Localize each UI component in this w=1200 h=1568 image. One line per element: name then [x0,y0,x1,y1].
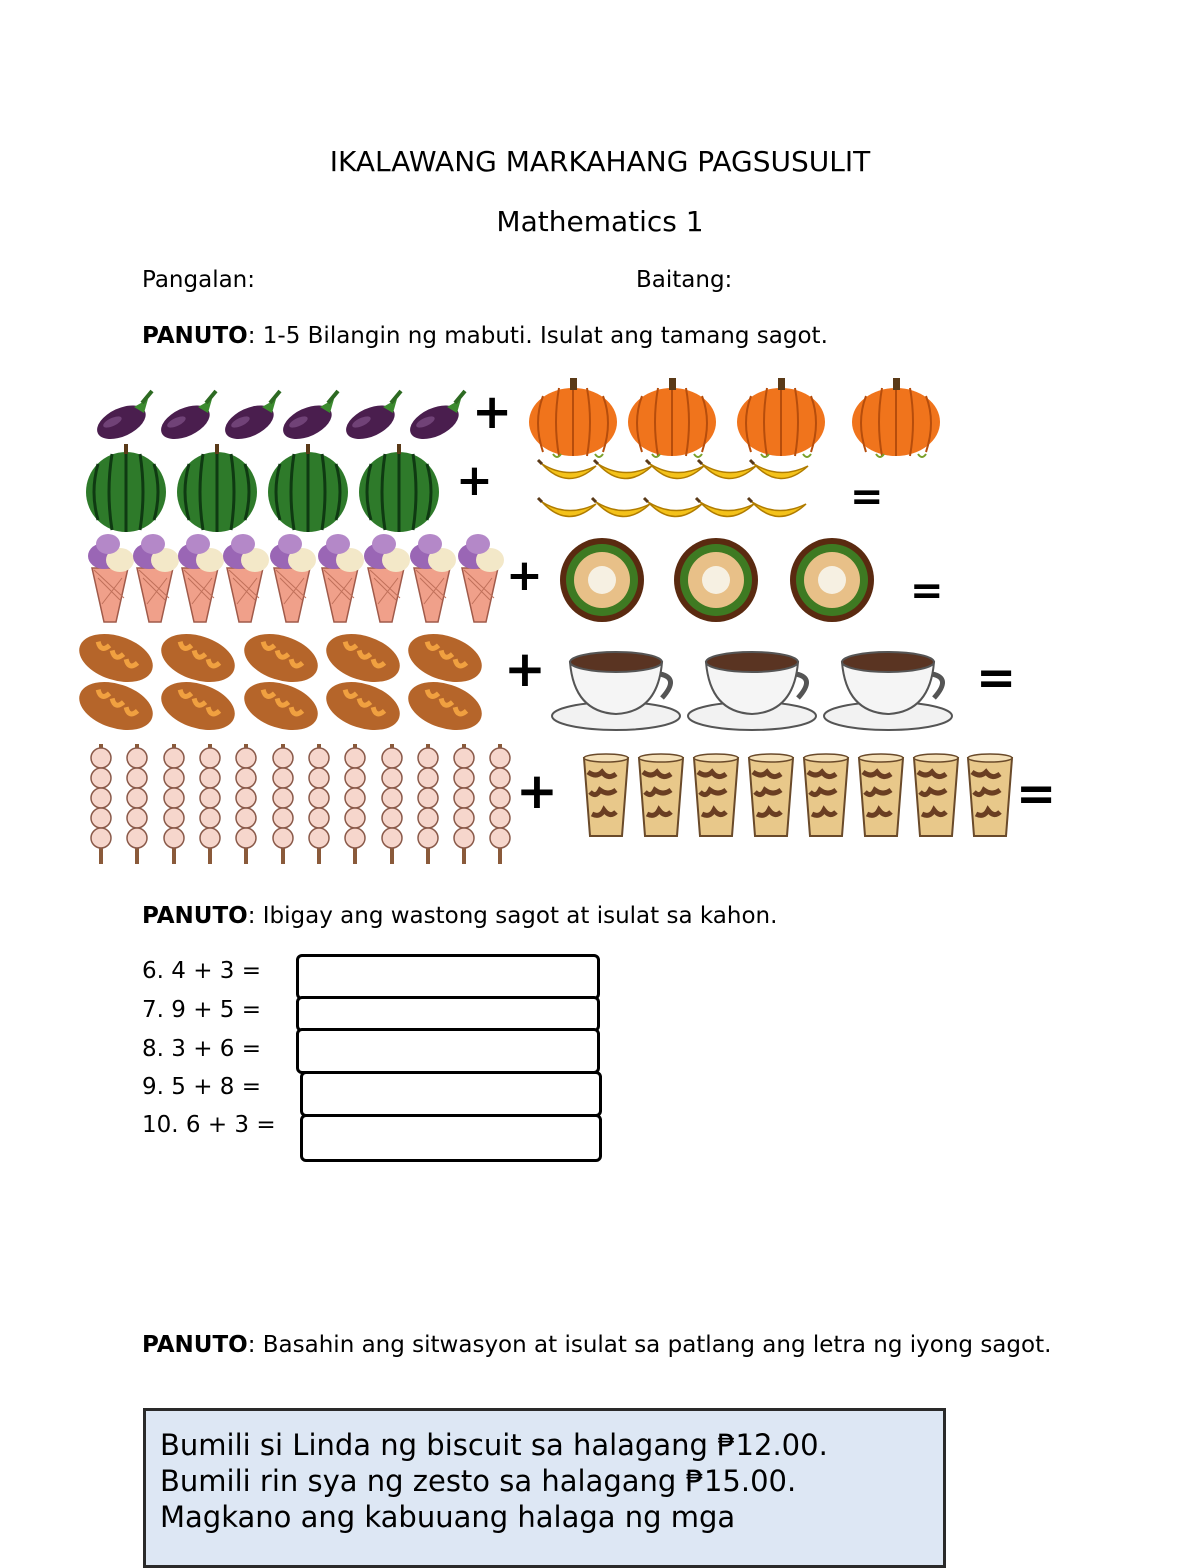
plus-sign: + [506,550,543,601]
instruction-1 [142,323,828,349]
pumpkin-icon [628,378,716,457]
instruction-text: : Ibigay ang wastong sagot at isulat sa kahon. [247,903,778,929]
story-line-1: Bumili si Linda ng biscuit sa halagang ₱12.00. [160,1428,828,1462]
story-line-2: Bumili rin sya ng zesto sa halagang ₱15.00. [160,1464,797,1498]
fishball-stick-icon [91,744,111,864]
banana-icon [538,498,596,517]
answer-box-8[interactable] [296,1028,600,1074]
pumpkin-icon [852,378,940,457]
fishball-stick-icon [454,744,474,864]
equals-sign: = [976,650,1017,706]
name-label: Pangalan: [142,267,256,293]
banana-icon [748,498,806,517]
banana-icon [750,460,808,479]
bibingka-icon [560,538,644,622]
watermelon-icon [268,444,348,532]
fishball-stick-icon [418,744,438,864]
instruction-label: PANUTO [142,323,248,349]
question-6: 6. 4 + 3 = [142,958,261,984]
fishball-stick-icon [382,744,402,864]
bread-icon [73,625,159,690]
subject-title: Mathematics 1 [496,205,704,238]
ice-cream-icon [410,534,456,622]
row-2-left-watermelons [86,444,439,532]
banana-icon [594,460,652,479]
fishball-stick-icon [236,744,256,864]
page-title: IKALAWANG MARKAHANG PAGSUSULIT [329,145,871,178]
ice-cream-icon [270,534,316,622]
answer-box-9[interactable] [300,1071,602,1117]
eggplant-icon [278,391,338,446]
pumpkin-icon [529,378,617,457]
coffee-cup-icon [688,652,816,730]
fishball-stick-icon [164,744,184,864]
bibingka-icon [674,538,758,622]
instruction-label: PANUTO [142,903,248,929]
eggplant-icon [220,391,280,446]
bread-icon [320,673,406,738]
question-7: 7. 9 + 5 = [142,997,261,1023]
answer-box-7[interactable] [296,996,600,1032]
plus-sign: + [472,384,513,440]
answer-box-6[interactable] [296,954,600,1000]
counting-pictures [0,360,1200,880]
bread-icon [155,673,241,738]
drink-cup-icon [749,754,793,836]
grade-label: Baitang: [636,267,733,293]
equals-sign: = [850,474,884,520]
question-8: 8. 3 + 6 = [142,1036,261,1062]
drink-cup-icon [584,754,628,836]
bread-icon [155,625,241,690]
banana-icon [592,498,650,517]
row-3-right-bibingka [560,538,874,622]
plus-sign: + [456,455,493,506]
instruction-3 [142,1327,1062,1364]
plus-sign: + [516,762,558,820]
ice-cream-icon [458,534,504,622]
drink-cup-icon [968,754,1012,836]
equals-sign: = [910,568,944,614]
drink-cup-icon [639,754,683,836]
row-5-left-fishballs [91,744,510,864]
fishball-stick-icon [273,744,293,864]
bread-icon [73,673,159,738]
row-3-left-ice-creams [88,534,504,622]
instruction-label: PANUTO [142,1332,248,1358]
banana-icon [646,460,704,479]
fishball-stick-icon [309,744,329,864]
ice-cream-icon [223,534,269,622]
instruction-text: : Basahin ang sitwasyon at isulat sa patlang ang letra ng iyong sagot. [247,1332,1052,1358]
drink-cup-icon [914,754,958,836]
eggplant-icon [405,391,465,446]
drink-cup-icon [859,754,903,836]
bread-icon [402,625,488,690]
ice-cream-icon [178,534,224,622]
instruction-2 [142,903,777,929]
row-4-left-bread [73,625,488,738]
ice-cream-icon [318,534,364,622]
row-1-right-pumpkins [529,378,940,457]
bread-icon [238,673,324,738]
fishball-stick-icon [127,744,147,864]
banana-icon [538,460,596,479]
drink-cup-icon [804,754,848,836]
watermelon-icon [359,444,439,532]
answer-box-10[interactable] [300,1114,602,1162]
row-2-right-bananas [538,460,808,517]
story-line-3: Magkano ang kabuuang halaga ng mga [160,1500,736,1534]
plus-sign: + [504,640,546,698]
row-5-right-drinks [584,754,1012,836]
row-1-left-eggplants [92,391,465,446]
bibingka-icon [790,538,874,622]
eggplant-icon [92,391,152,446]
question-9: 9. 5 + 8 = [142,1074,261,1100]
word-problem-box [143,1408,946,1568]
bread-icon [320,625,406,690]
row-4-right-coffee [552,652,952,730]
eggplant-icon [341,391,401,446]
pumpkin-icon [737,378,825,457]
equals-sign: = [1016,766,1057,822]
fishball-stick-icon [200,744,220,864]
drink-cup-icon [694,754,738,836]
instruction-text: : 1-5 Bilangin ng mabuti. Isulat ang tamang sagot. [247,323,828,349]
ice-cream-icon [364,534,410,622]
ice-cream-icon [133,534,179,622]
watermelon-icon [177,444,257,532]
fishball-stick-icon [490,744,510,864]
ice-cream-icon [88,534,134,622]
banana-icon [644,498,702,517]
bread-icon [238,625,324,690]
question-10: 10. 6 + 3 = [142,1112,276,1138]
banana-icon [698,460,756,479]
eggplant-icon [156,391,216,446]
coffee-cup-icon [824,652,952,730]
coffee-cup-icon [552,652,680,730]
fishball-stick-icon [345,744,365,864]
bread-icon [402,673,488,738]
watermelon-icon [86,444,166,532]
banana-icon [696,498,754,517]
